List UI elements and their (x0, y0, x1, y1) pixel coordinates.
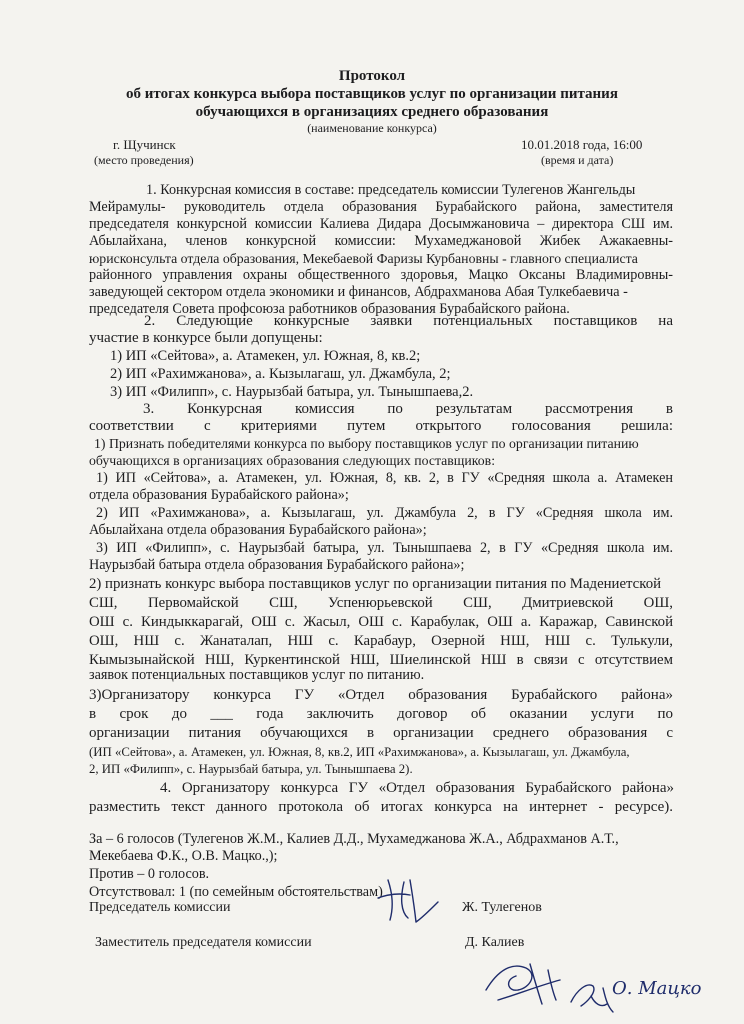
body-line-7: заведующей сектором отдела экономики и финансов, Абдрахманова Абая Тулкебаевича - (89, 284, 628, 300)
body-line-16: 1) Признать победителями конкурса по выбору поставщиков услуг по организации питанию (94, 436, 639, 451)
body-line-2: Мейрамулы- руководитель отдела образования Бурабайского района, заместителя (89, 199, 673, 215)
body-line-30: 3)Организатору конкурса ГУ «Отдел образования Бурабайского района» (89, 687, 673, 703)
body-line-8: председателя Совета профсоюза работников образования Бурабайского района. (89, 301, 570, 317)
deputy-signature (478, 950, 568, 1015)
body-line-25: СШ, Первомайской СШ, Успенюрьевской СШ, Дмитриевской ОШ, (89, 595, 673, 611)
winner-2: 2) ИП «Рахимжанова», а. Кызылагаш, ул. Джамбула 2, в ГУ «Средняя школа им. (96, 505, 673, 521)
votes-for-cont: Мекебаева Ф.К., О.В. Мацко.,); (89, 848, 278, 864)
body-line-1: 1. Конкурсная комиссия в составе: председатель комиссии Тулегенов Жангельды (146, 182, 636, 198)
body-line-28: Кымызынайской НШ, Куркентинской НШ, Шиелинской НШ в связи с отсутствием (89, 652, 673, 668)
votes-absent: Отсутствовал: 1 (по семейным обстоятельствам) (89, 884, 383, 900)
participant-1: 1) ИП «Сейтова», а. Атамекен, ул. Южная, 8, кв.2; (110, 348, 421, 364)
body-line-10: участие в конкурсе были допущены: (89, 330, 323, 346)
winner-3: 3) ИП «Филипп», с. Наурызбай батыра, ул. Тынышпаева 2, в ГУ «Средняя школа им. (96, 540, 673, 556)
winner-1: 1) ИП «Сейтова», а. Атамекен, ул. Южная, 8, кв. 2, в ГУ «Средняя школа а. Атамекен (96, 470, 673, 486)
body-line-17: обучающихся в организациях образования следующих поставщиков: (89, 453, 496, 468)
chair-title: Председатель комиссии (89, 900, 231, 915)
winner-3-cont: Наурызбай батыра отдела образования Бурабайского района»; (89, 557, 465, 573)
body-line-31: в срок до ___ года заключить договор об оказании услуги по (89, 706, 673, 722)
body-line-24: 2) признать конкурс выбора поставщиков услуг по организации питания по Мадениетской (89, 576, 662, 592)
datetime-value: 10.01.2018 года, 16:00 (521, 137, 643, 152)
votes-for: За – 6 голосов (Тулегенов Ж.М., Калиев Д.Д., Мухамеджанова Ж.А., Абдрахманов А.Т., (89, 831, 619, 847)
body-line-32: организации питания обучающихся в организации среднего образования с (89, 725, 673, 741)
body-line-35: 4. Организатору конкурса ГУ «Отдел образования Бурабайского района» (160, 780, 674, 796)
place-value: г. Щучинск (113, 137, 176, 152)
document-subtitle-line-1: об итогах конкурса выбора поставщиков услуг по организации питания (126, 86, 618, 102)
body-line-4: Абылайхана, членов конкурсной комиссии: Мухамеджановой Жибек Ажакаевны- (89, 233, 673, 249)
body-line-6: районного управления охраны общественного здоровья, Мацко Оксаны Владимировны- (89, 267, 673, 283)
chair-signature (370, 872, 450, 932)
place-note: (место проведения) (94, 153, 194, 167)
body-line-29: заявок потенциальных поставщиков услуг по питанию. (89, 667, 425, 683)
body-line-9: 2. Следующие конкурсные заявки потенциальных поставщиков на (144, 313, 673, 329)
chair-name: Ж. Тулегенов (462, 900, 542, 915)
body-line-5: юрисконсульта отдела образования, Мекебаевой Фаризы Курбановны - главного специалиста (89, 251, 638, 266)
body-line-3: председателя конкурсной комиссии Калиева Дидара Досымжановича – директора СШ им. (89, 216, 673, 232)
winner-2-cont: Абылайхана отдела образования Бурабайского района»; (89, 522, 427, 538)
body-line-14: 3. Конкурсная комиссия по результатам рассмотрения в (143, 401, 673, 417)
datetime-note: (время и дата) (541, 153, 614, 167)
votes-against: Против – 0 голосов. (89, 866, 210, 882)
handwritten-name: О. Мацко (612, 978, 702, 999)
body-line-33: (ИП «Сейтова», а. Атамекен, ул. Южная, 8, кв.2, ИП «Рахимжанова», а. Кызылагаш, ул. Джамбула, (89, 745, 630, 759)
body-line-15: соответствии с критериями путем открытого голосования решила: (89, 418, 673, 434)
body-line-34: 2, ИП «Филипп», с. Наурызбай батыра, ул. Тынышпаева 2). (89, 762, 413, 776)
document-subtitle-line-2: обучающихся в организациях среднего образования (195, 104, 549, 120)
body-line-27: ОШ, НШ с. Жанаталап, НШ с. Карабаур, Озерной НШ, НШ с. Тулькули, (89, 633, 673, 649)
deputy-name: Д. Калиев (465, 935, 525, 950)
winner-1-cont: отдела образования Бурабайского района»; (89, 487, 349, 503)
participant-3: 3) ИП «Филипп», с. Наурызбай батыра, ул. Тынышпаева,2. (110, 384, 474, 400)
body-line-26: ОШ с. Киндыккарагай, ОШ с. Жасыл, ОШ с. Карабулак, ОШ а. Каражар, Савинской (89, 614, 673, 630)
deputy-title: Заместитель председателя комиссии (95, 935, 312, 950)
document-title: Протокол (338, 68, 406, 84)
body-line-36: разместить текст данного протокола об итогах конкурса на интернет - ресурсе). (89, 799, 673, 815)
subtitle-note: (наименование конкурса) (307, 121, 437, 135)
participant-2: 2) ИП «Рахимжанова», а. Кызылагаш, ул. Джамбула, 2; (110, 366, 451, 382)
